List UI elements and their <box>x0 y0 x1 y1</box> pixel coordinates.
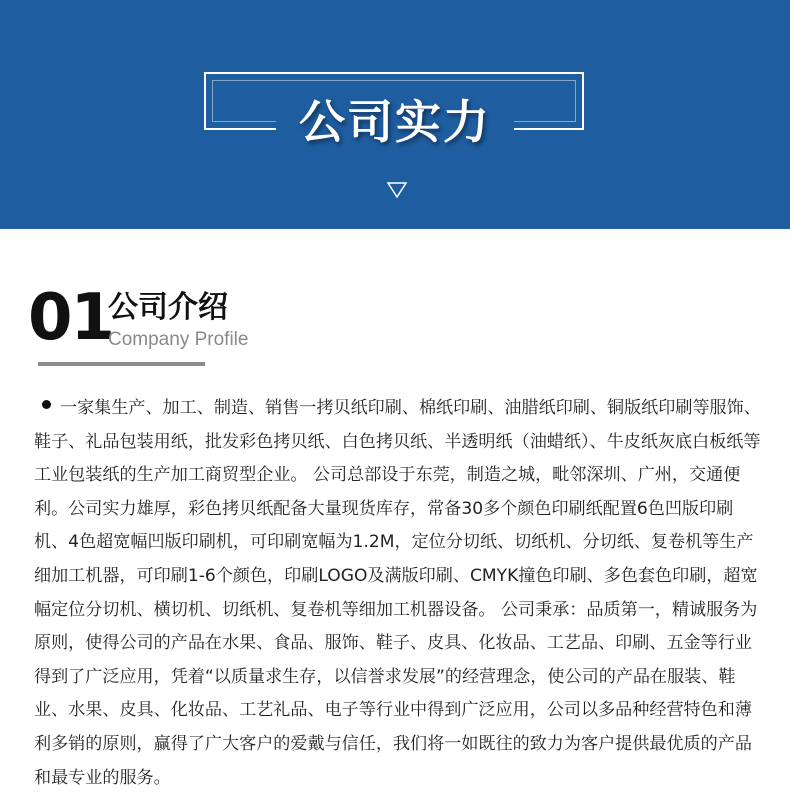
section-underline <box>38 362 205 366</box>
section-title: 公司介绍 <box>108 290 228 325</box>
company-profile-text: 一家集生产、加工、制造、销售一拷贝纸印刷、棉纸印刷、油腊纸印刷、铜版纸印刷等服饰、鞋子、礼品包装用纸，批发彩色拷贝纸、白色拷贝纸、半透明纸（油蜡纸）、牛皮纸灰底白板纸等工业包装纸的生产加工商贸型企业。 公司总部设于东莞，制造之城，毗邻深圳、广州，交通便利。公司实力雄厚，彩色拷贝纸配备大量现货库存，常备30多个颜色印刷纸配置6色凹版印刷机、4色超宽幅凹版印刷机，可印刷宽幅为1.2M，定位分切纸、切纸机、分切纸、复卷机等生产细加工机器，可印刷1-6个颜色，印刷LOGO及满版印刷、CMYK撞色印刷、多色套色印刷，超宽幅定位分切机、横切机、切纸机、复卷机等细加工机器设备。 公司秉承：品质第一，精诚服务为原则，使得公司的产品在水果、食品、服饰、鞋子、皮具、化妆品、工艺品、印刷、五金等行业得到了广泛应用，凭着“以质量求生存，以信誉求发展”的经营理念，使公司的产品在服装、鞋业、水果、皮具、化妆品、工艺礼品、电子等行业中得到广泛应用，公司以多品种经营特色和薄利多销的原则，赢得了广大客户的爱戴与信任，我们将一如既往的致力为客户提供最优质的产品和最专业的服务。 <box>34 398 761 788</box>
banner-title: 公司实力 <box>299 95 491 149</box>
section-subtitle: Company Profile <box>108 329 249 350</box>
section-number: 01 <box>28 281 114 355</box>
down-triangle-outline-icon <box>386 181 408 199</box>
